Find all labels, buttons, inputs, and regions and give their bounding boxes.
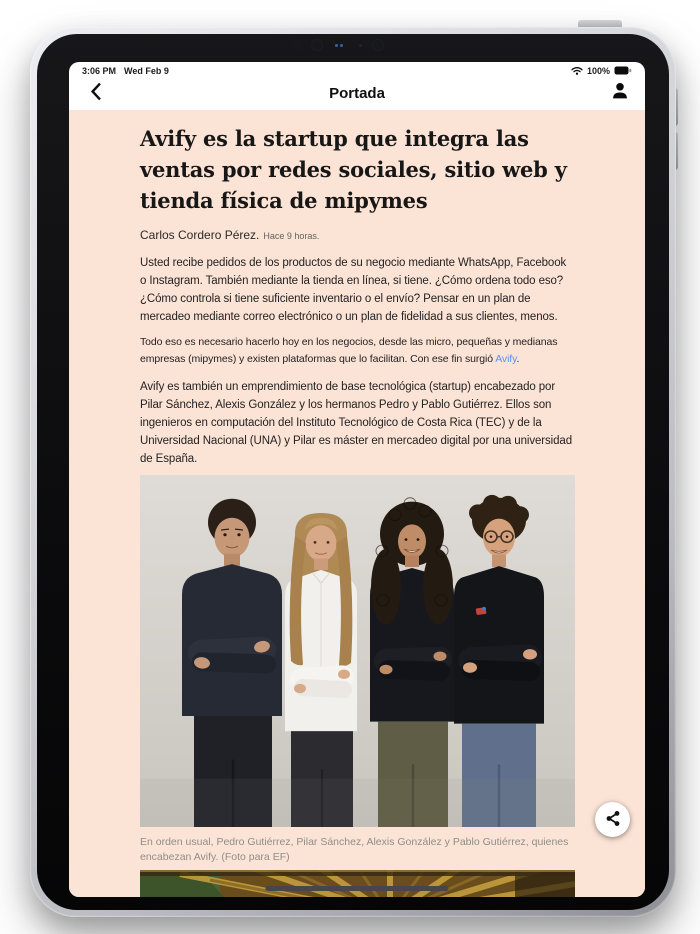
status-bar <box>69 62 645 77</box>
status-date: Wed Feb 9 <box>124 66 169 76</box>
paragraph-2-suffix: . <box>516 352 520 365</box>
next-image[interactable] <box>140 870 575 897</box>
screen <box>69 62 645 897</box>
article-scroll-area[interactable] <box>69 110 645 897</box>
camera-lens-icon <box>293 41 301 49</box>
article-paragraph-2 <box>140 334 575 367</box>
article-paragraph-1: Usted recibe pedidos de los productos de su negocio mediante WhatsApp, Facebook o Instagram. También mediante la tienda en línea, si tiene. ¿Cómo ordena todo eso? ¿Cómo controla si tiene suficiente inventario o el envío? Pensar en un plan de mercadeo mediante correo electrónico o un plan de fidelidad a sus clientes, menos. <box>140 257 567 323</box>
share-icon <box>605 810 621 830</box>
front-camera-cluster <box>293 38 396 52</box>
next-image-sliver <box>140 870 575 897</box>
page-title: Portada <box>329 85 385 102</box>
wifi-icon <box>571 66 583 77</box>
person-icon <box>610 89 630 104</box>
avify-link[interactable]: Avify <box>495 352 517 365</box>
byline <box>140 228 575 242</box>
tablet-frame <box>30 27 676 917</box>
microphone-dot-icon <box>359 44 362 47</box>
battery-percent: 100% <box>586 66 610 76</box>
article-paragraph-3: Avify es también un emprendimiento de base tecnológica (startup) encabezado por Pilar Sánchez, Alexis González y los hermanos Pedro y Pablo Gutiérrez. Ellos son ingenieros en computación del Instituto Tecnológico de Costa Rica (TEC) y de la Universidad Nacional (UNA) y Pilar es máster en mercadeo digital por una universidad de España. <box>140 381 572 465</box>
profile-button[interactable] <box>608 80 632 104</box>
article-headline: Avify es la startup que integra las ventas por redes sociales, sitio web y tienda física de mipymes <box>140 126 567 213</box>
camera-sensor-icon <box>335 44 338 47</box>
status-right <box>571 66 632 77</box>
status-left <box>82 66 169 76</box>
camera-lens-icon <box>372 39 384 51</box>
nav-bar <box>69 77 645 110</box>
article-author: Carlos Cordero Pérez. <box>140 228 260 242</box>
tablet-bezel <box>37 34 669 910</box>
photo-caption: En orden usual, Pedro Gutiérrez, Pilar Sánchez, Alexis González y Pablo Gutiérrez, quienes encabezan Avify. (Foto para EF) <box>140 836 569 863</box>
share-button[interactable] <box>595 802 630 837</box>
article-timestamp: Hace 9 horas. <box>263 231 320 241</box>
team-photo[interactable] <box>140 475 575 827</box>
tablet-device <box>30 27 676 917</box>
camera-lens-icon <box>311 39 323 51</box>
clock: 3:06 PM <box>82 66 117 76</box>
camera-sensor-icon <box>340 44 343 47</box>
team-photo-image <box>140 475 575 827</box>
paragraph-2-text: Todo eso es necesario hacerlo hoy en los negocios, desde las micro, pequeñas y medianas empresas (mipymes) y existen plataformas que lo facilitan. Con ese fin surgió <box>140 336 558 365</box>
battery-full-icon <box>614 66 632 77</box>
home-indicator[interactable] <box>266 886 449 892</box>
